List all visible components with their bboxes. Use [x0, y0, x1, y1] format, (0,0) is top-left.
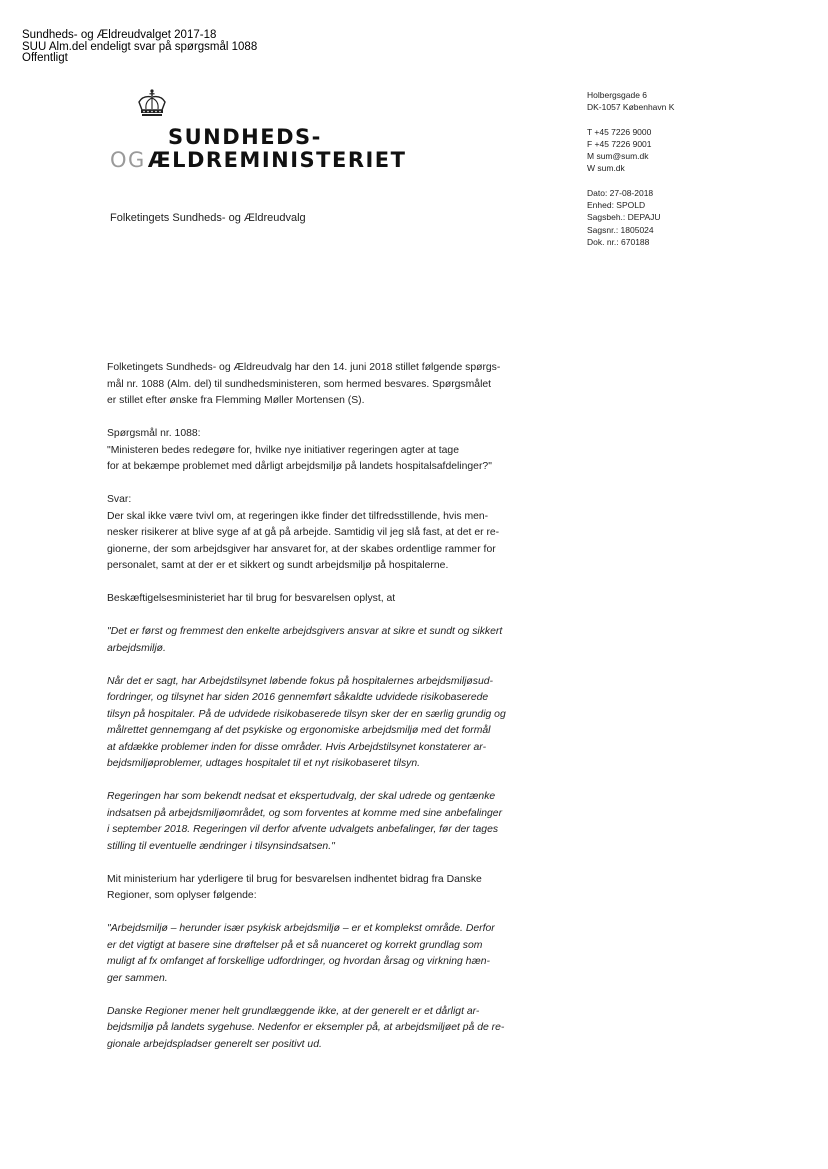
email: M sum@sum.dk — [587, 151, 649, 162]
document-number: Dok. nr.: 670188 — [587, 236, 650, 247]
phone: T +45 7226 9000 — [587, 126, 652, 137]
logo-line-1: SUNDHEDS- — [168, 125, 322, 149]
ministry-intro: Beskæftigelsesministeriet har til brug for besvarelsen oplyst, at — [107, 593, 396, 604]
answer-label: Svar: — [107, 494, 132, 505]
document-stamp — [22, 30, 257, 65]
logo-ministry: ÆLDREMINISTERIET — [147, 148, 407, 172]
recipient: Folketingets Sundheds- og Ældreudvalg — [110, 212, 306, 224]
unit: Enhed: SPOLD — [587, 200, 646, 211]
address-city: DK-1057 København K — [587, 102, 675, 113]
quote-paragraph-5: Danske Regioner mener helt grundlæggende ikke, at der generelt er et dårligt ar- bejdsmiljø på landets sygehuse. Nedenfor er eksempler på, at arbejdsmiljøet på de re- gionale arbejdspladser generelt ser positivt ud. — [107, 1005, 505, 1050]
letter-body — [107, 360, 547, 1053]
question-label: Spørgsmål nr. 1088: — [107, 428, 201, 439]
quote-paragraph-1: "Det er først og fremmest den enkelte arbejdsgivers ansvar at sikre et sundt og sikkert arbejdsmiljø. — [107, 626, 503, 654]
answer-paragraph: Svar: Der skal ikke være tvivl om, at regeringen ikke finder det tilfredsstillende, hvis men- nesker risikerer at blive syge af at gå på arbejde. Samtidig vil jeg slå fast, at det er re- gionerne, der som arbejdsgiver har ansvaret for, at der skabes ordentlige rammer for personalet, samt at der er et sikkert og sundt arbejdsmiljø på hospitalerne. — [107, 492, 547, 575]
contact-block — [587, 89, 674, 248]
address-street: Holbergsgade 6 — [587, 90, 648, 100]
stamp-status: Offentligt — [22, 52, 68, 64]
stamp-reference: SUU Alm.del endeligt svar på spørgsmål 1088 — [22, 40, 258, 53]
crown-icon — [135, 88, 169, 118]
case-number: Sagsnr.: 1805024 — [587, 224, 654, 235]
letter-date: Dato: 27-08-2018 — [587, 187, 654, 198]
stamp-committee: Sundheds- og Ældreudvalget 2017-18 — [22, 29, 217, 41]
case-handler: Sagsbeh.: DEPAJU — [587, 212, 661, 223]
logo-og: OG — [110, 148, 146, 172]
quote-paragraph-2: Når det er sagt, har Arbejdstilsynet løbende fokus på hospitalernes arbejdsmiljøsud- fordringer, og tilsynet har siden 2016 gennemført såkaldte udvidede risikobaserede tilsyn på hospitaler. På de udvidede risikobaserede tilsyn sker der en særlig grundig og målrettet gennemgang af det psykiske og ergonomiske arbejdsmiljø med det formål at afdække problemer inden for disse områder. Hvis Arbejdstilsynet konstaterer ar- bejdsmiljøproblemer, udtages hospitalet til et nyt risikobaseret tilsyn. — [107, 675, 506, 769]
intro-paragraph: Folketingets Sundheds- og Ældreudvalg har den 14. juni 2018 stillet følgende spørgs- mål nr. 1088 (Alm. del) til sundhedsministeren, som hermed besvares. Spørgsmålet er stillet efter ønske fra Flemming Møller Mortensen (S). — [107, 362, 501, 406]
quote-paragraph-3: Regeringen har som bekendt nedsat et ekspertudvalg, der skal udrede og gentænke indsatsen på arbejdsmiljøområdet, og som forventes at komme med sine anbefalinger i september 2018. Regeringen vil derfor afvente udvalgets anbefalinger, før der tages stilling til eventuelle ændringer i tilsynsindsatsen." — [107, 791, 503, 852]
fax: F +45 7226 9001 — [587, 138, 652, 149]
website: W sum.dk — [587, 163, 625, 174]
quote-paragraph-4: "Arbejdsmiljø – herunder især psykisk arbejdsmiljø – er et komplekst område. Derfor er det vigtigt at basere sine drøftelser på et så nuanceret og korrekt grundlag som muligt af fx omfanget af forskellige udfordringer, og hvordan årsag og virkning hæn- ger sammen. — [107, 923, 495, 984]
question-paragraph: Spørgsmål nr. 1088: "Ministeren bedes redegøre for, hvilke nye initiativer regeringen agter at tage for at bekæmpe problemet med dårligt arbejdsmiljø på landets hospitalsafdelinger?" — [107, 426, 547, 476]
regions-intro: Mit ministerium har yderligere til brug for besvarelsen indhentet bidrag fra Danske Regioner, som oplyser følgende: — [107, 873, 482, 901]
logo-line-2 — [110, 148, 406, 172]
